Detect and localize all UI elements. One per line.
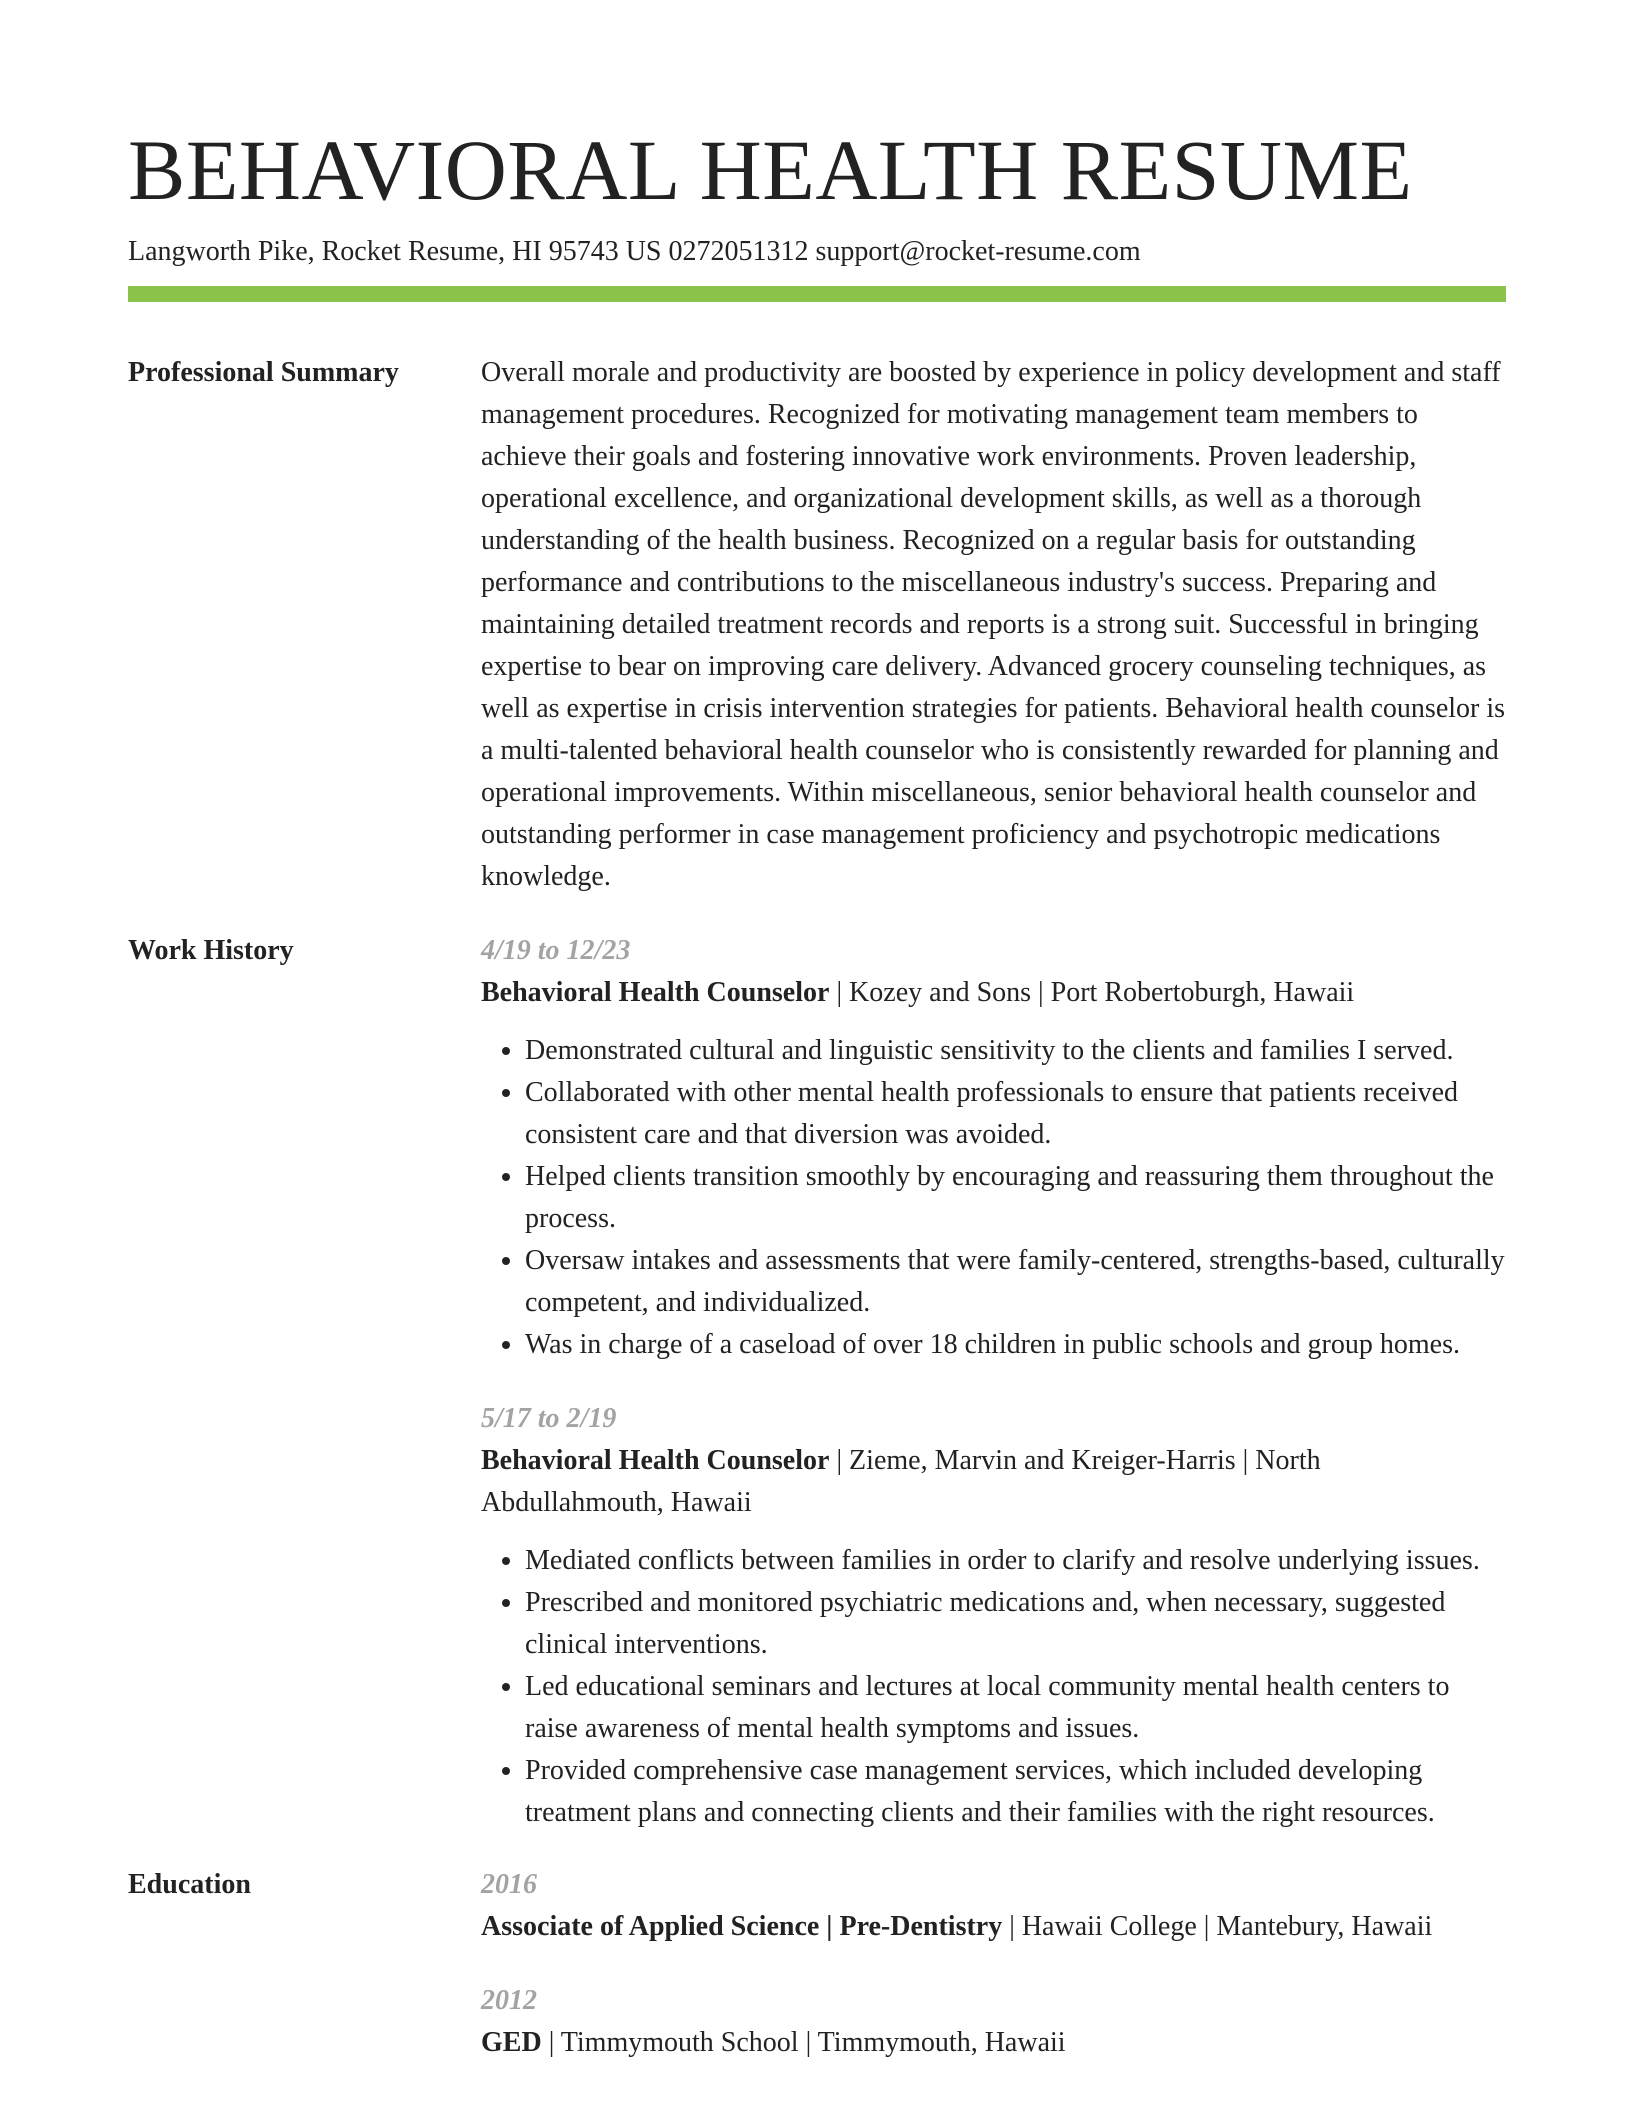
accent-divider [128, 286, 1506, 302]
job-bullet: • Demonstrated cultural and linguistic sensitivity to the clients and families I served. [525, 1030, 1506, 1072]
job-dates: 5/17 to 2/19 [481, 1403, 617, 1434]
education-body [481, 1864, 1506, 2064]
work-history-section [128, 930, 1506, 1834]
summary-text: Overall morale and productivity are boosted by experience in policy development and staff management procedures. Recognized for motivating management team members to achieve their goals and fostering innovative work environments. Proven leadership, operational excellence, and organizational development skills, as well as a thorough understanding of the health business. Recognized on a regular basis for outstanding performance and contributions to the miscellaneous industry's success. Preparing and maintaining detailed treatment records and reports is a strong suit. Successful in bringing expertise to bear on improving care delivery. Advanced grocery counseling techniques, as well as expertise in crisis intervention strategies for patients. Behavioral health counselor is a multi-talented behavioral health counselor who is consistently rewarded for planning and operational improvements. Within miscellaneous, senior behavioral health counselor and outstanding performer in case management proficiency and psychotropic medications knowledge. [481, 357, 1506, 892]
job-bullets [481, 1030, 1506, 1366]
job-bullet: • Collaborated with other mental health professionals to ensure that patients received consistent care and that diversion was avoided. [525, 1072, 1506, 1156]
job-details: | Kozey and Sons | Port Robertoburgh, Hawaii [829, 977, 1355, 1008]
job-role-line [481, 972, 1506, 1014]
work-history-body [481, 930, 1506, 1834]
summary-section [128, 352, 1506, 898]
job-bullet: • Prescribed and monitored psychiatric medications and, when necessary, suggested clinical interventions. [525, 1582, 1506, 1666]
job-bullet: • Was in charge of a caseload of over 18 children in public schools and group homes. [525, 1324, 1506, 1366]
education-year: 2012 [481, 1985, 537, 2016]
job-bullet: • Oversaw intakes and assessments that were family-centered, strengths-based, culturally competent, and individualized. [525, 1240, 1506, 1324]
education-line [481, 1906, 1506, 1948]
education-details: | Hawaii College | Mantebury, Hawaii [1002, 1911, 1433, 1942]
education-degree: GED [481, 2027, 542, 2058]
job-bullets [481, 1540, 1506, 1834]
education-entry [481, 1864, 1506, 1948]
resume-page [128, 120, 1506, 2064]
job-title: Behavioral Health Counselor [481, 1445, 830, 1476]
job-entry [481, 1398, 1506, 1834]
education-degree: Associate of Applied Science | Pre-Dentistry [481, 1911, 1003, 1942]
job-title: Behavioral Health Counselor [481, 977, 830, 1008]
section-title-summary: Professional Summary [128, 357, 399, 388]
job-dates: 4/19 to 12/23 [481, 935, 631, 966]
contact-line: Langworth Pike, Rocket Resume, HI 95743 US 0272051312 support@rocket-resume.com [128, 236, 1141, 267]
job-bullet: • Mediated conflicts between families in order to clarify and resolve underlying issues. [525, 1540, 1506, 1582]
education-section [128, 1864, 1506, 2064]
education-year: 2016 [481, 1869, 537, 1900]
job-bullet: • Helped clients transition smoothly by encouraging and reassuring them throughout the process. [525, 1156, 1506, 1240]
education-entry [481, 1980, 1506, 2064]
job-entry [481, 930, 1506, 1366]
section-title-work-history: Work History [128, 935, 294, 966]
section-title-education: Education [128, 1869, 251, 1900]
job-bullet: • Provided comprehensive case management services, which included developing treatment plans and connecting clients and their families with the right resources. [525, 1750, 1506, 1834]
job-bullet: • Led educational seminars and lectures at local community mental health centers to raise awareness of mental health symptoms and issues. [525, 1666, 1506, 1750]
resume-title: BEHAVIORAL HEALTH RESUME [128, 122, 1413, 218]
education-details: | Timmymouth School | Timmymouth, Hawaii [541, 2027, 1066, 2058]
job-details: | Zieme, Marvin and Kreiger-Harris | North Abdullahmouth, Hawaii [481, 1445, 1321, 1518]
education-line [481, 2022, 1506, 2064]
job-role-line [481, 1440, 1506, 1524]
